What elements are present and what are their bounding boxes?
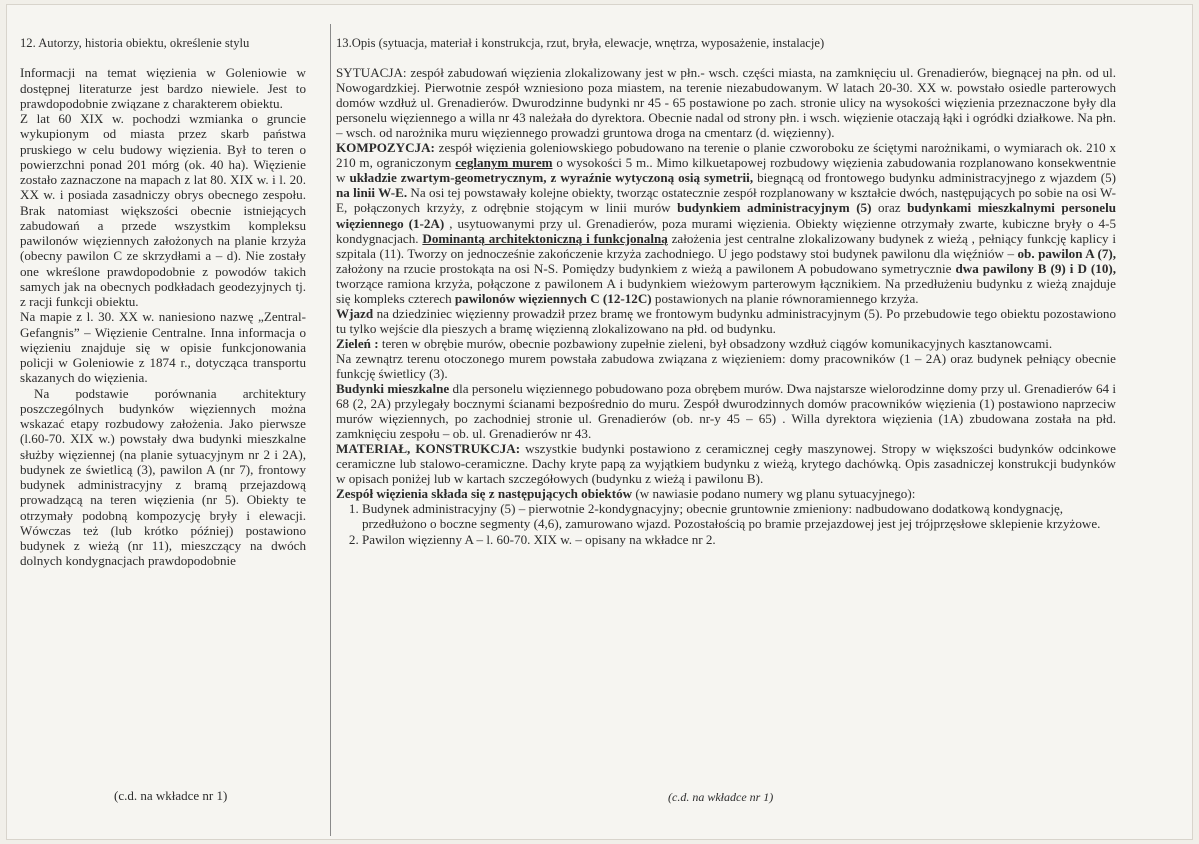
objects-list: [336, 501, 1116, 546]
budynki-paragraph: [336, 381, 1116, 441]
section-13-heading: 13.Opis (sytuacja, materiał i konstrukcja, rzut, bryła, elewacje, wnętrza, wyposażenie, instalacje): [336, 36, 825, 50]
zielen-text: teren w obrębie murów, obecnie pozbawiony zupełnie zieleni, był obsadzony wzdłuż ciągów komunikacyjnych kasztanowcami.: [378, 335, 1053, 351]
history-paragraph-3: Na mapie z l. 30. XX w. naniesiono nazwę „Zentral-Gefangnis” – Więzienie Centralne. Inna informacja o więzieniu znajduje się w opisie funkcjonowania policji w Goleniowie z 1874 r., dotycząca transportu skazanych do więzienia.: [20, 309, 306, 386]
kompozycja-emphasis: dwa pawilony B (9) i D (10),: [955, 260, 1117, 276]
list-item: 2. Pawilon więzienny A – l. 60-70. XIX w. – opisany na wkładce nr 2.: [362, 532, 1116, 547]
right-continued-note: (c.d. na wkładce nr 1): [668, 790, 774, 804]
wjazd-label: Wjazd: [336, 305, 374, 321]
budynki-text: dla personelu więziennego pobudowano poza obrębem murów. Dwa najstarsze wielorodzinne domy przy ul. Grenadierów 64 i 68 (2, 2A) przylegały bocznymi ścianami bezpośrednio do muru. Zespół dwurodzinnych domów pracowników więzienia (1) postawiono naprzeciw murów więziennych, po zachodniej stronie ul. Grenadierów (ob. nr-y 45 – 65) . Willa dyrektora więzienia (1A) zbudowana została na płd. zamknięciu zespołu – ob. ul. Grenadierów nr 43.: [336, 381, 1116, 442]
history-paragraph-2: Z lat 60 XIX w. pochodzi wzmianka o gruncie wykupionym od miasta przez skarb państwa pruskiego w celu budowy więzienia. Był to teren o powierzchni ponad 201 mórg (ok. 40 ha). Więzienie zostało zaznaczone na mapach z lat 80. XIX w. i l. 20. XX w. i posiada zasadniczy obrys obecnego zespołu. Brak natomiast większości obecnie istniejących zabudowań a przede wszystkim kompleksu pawilonów więziennych założonych na planie krzyża (obecny pawilon C ze skrzydłami a – d). Nie zostały one wkreślone prawdopodobnie z powodów takich samych jak na obecnych podkładach geodezyjnych tj. z racji funkcji obiektu.: [20, 111, 306, 309]
kompozycja-text: zespół więzienia goleniowskiego pobudowano na terenie o planie czworoboku ze ściętymi narożnikami, o wymiarach ok. 210 x 210 m, ograniczonym: [336, 140, 1116, 171]
kompozycja-text: oraz: [871, 200, 908, 216]
kompozycja-text: biegnącą od frontowego budynku administracyjnego z wjazdem (5): [753, 170, 1117, 186]
zespol-text: (w nawiasie podano numery wg planu sytuacyjnego):: [632, 486, 916, 502]
sytuacja-label: SYTUACJA:: [336, 65, 407, 81]
history-paragraph-4: Na podstawie porównania architektury poszczególnych budynków więziennych można wskazać etapy rozbudowy założenia. Jako pierwsze (l.60-70. XIX w.) powstały dwa budynki mieszkalne służby więziennej (na planie sytuacyjnym nr 2 i 2A), budynek ze świetlicą (3), pawilon A (nr 7), frontowy budynek administracyjny z bramą przejazdową prowadzącą na teren więzienia (nr 5). Obiekty te otrzymały podobną kompozycję bryły i elewacji. Wówczas też (lub krótko później) postawiono budynek z wieżą (nr 11), mieszczący na dwóch dolnych kondygnacjach prawdopodobnie: [20, 385, 306, 569]
kompozycja-emphasis: układzie zwartym-geometrycznym, z wyraźnie wytyczoną osią symetrii,: [349, 170, 754, 186]
zielen-paragraph: [336, 336, 1116, 351]
kompozycja-emphasis: budynkami mieszkalnymi personelu więziennego (1-2A): [336, 200, 1116, 231]
material-label: MATERIAŁ, KONSTRUKCJA:: [336, 441, 521, 457]
kompozycja-text: tworzące ramiona krzyża, połączone z pawilonem A i budynkiem wieżowym parterowym łącznikiem. Na przedłużeniu budynku z wieżą znajduje się kompleks czterech: [336, 275, 1116, 306]
section-12-heading: 12. Autorzy, historia obiektu, określenie stylu: [20, 36, 250, 50]
zespol-paragraph: [336, 486, 1116, 501]
kompozycja-text: Na osi tej powstawały kolejne obiekty, tworząc ostatecznie zespół rozplanowany w kształcie dwóch, następujących po sobie na osi W-E, połączonych krzyży, z odrębnie stojącym w linii murów: [336, 185, 1116, 216]
kompozycja-text: o wysokości 5 m.. Mimo kilkuetapowej rozbudowy więzienia zabudowania rozplanowano konsekwentnie w: [336, 155, 1116, 186]
material-paragraph: [336, 441, 1116, 486]
kompozycja-emphasis: ceglanym murem: [455, 155, 553, 171]
right-column: [336, 36, 1116, 547]
material-text: wszystkie budynki postawiono z ceramicznej cegły maszynowej. Stropy w większości budynków odcinkowe ceramiczne lub stalowo-ceramiczne. Dachy kryte papą za wyjątkiem budynku z wieżą, krytego dachówką. Opis zasadniczej konstrukcji budynków w opisach poniżej lub w kartach szczegółowych (budynku z wieżą i pawilonu B).: [336, 441, 1116, 487]
left-column: [20, 36, 306, 569]
wjazd-paragraph: [336, 306, 1116, 336]
sytuacja-paragraph: [336, 65, 1116, 140]
sytuacja-text: zespół zabudowań więzienia zlokalizowany jest w płn.- wsch. części miasta, na zamknięciu ul. Grenadierów, biegnącej na płn. od ul. Nowogardzkiej. Pierwotnie zespół wzniesiono poza miastem, na terenie niezabudowanym. W latach 20-30. XX w. powstało osiedle parterowych domów wzdłuż ul. Grenadierów. Dwurodzinne budynki nr 45 - 65 postawione po zach. stronie ulicy na wysokości więzienia przeznaczone były dla personelu więziennego a willa nr 43 należała do dyrektora. Obecnie nadal od strony płn. i wsch. więzienie otaczają łąki i ogródki działkowe. Na płn. – wsch. od narożnika muru więziennego prowadzi gruntowa droga na cmentarz (d. więzienny).: [336, 65, 1116, 141]
list-item: 1. Budynek administracyjny (5) – pierwotnie 2-kondygnacyjny; obecnie gruntownie zmieniony: nadbudowano dodatkową kondygnację, przedłużono o boczne segmenty (4,6), zamurowano wjazd. Pozostałością po bramie przejazdowej jest jej trójprzęsłowe sklepienie krzyżowe.: [362, 501, 1116, 531]
zielen-label: Zieleń :: [336, 335, 379, 351]
budynki-label: Budynki mieszkalne: [336, 381, 450, 397]
kompozycja-label: KOMPOZYCJA:: [336, 140, 435, 156]
history-paragraph-1: Informacji na temat więzienia w Goleniowie w dostępnej literaturze jest bardzo niewiele. Jest to prawdopodobnie związane z charakterem obiektu.: [20, 65, 306, 111]
kompozycja-text: , usytuowanymi przy ul. Grenadierów, poza murami więzienia. Obiekty więzienne otrzymały zwarte, kubiczne bryły o 4-5 kondygnacjach.: [336, 215, 1116, 246]
column-divider: [330, 24, 331, 836]
kompozycja-paragraph: [336, 140, 1116, 306]
kompozycja-emphasis: ob. pawilon A (7),: [1017, 245, 1116, 261]
kompozycja-emphasis: budynkiem administracyjnym (5): [677, 200, 872, 216]
kompozycja-text: postawionych na planie równoramiennego krzyża.: [651, 290, 919, 306]
kompozycja-text: założony na rzucie prostokąta na osi N-S. Pomiędzy budynkiem z wieżą a pawilonem A pobudowano symetrycznie: [336, 260, 956, 276]
zespol-label: Zespół więzienia składa się z następujących obiektów: [336, 486, 633, 502]
kompozycja-emphasis: na linii W-E.: [336, 185, 408, 201]
kompozycja-emphasis: Dominantą architektoniczną i funkcjonalną: [422, 230, 668, 246]
left-continued-note: (c.d. na wkładce nr 1): [114, 788, 228, 803]
zewnatrz-paragraph: Na zewnątrz terenu otoczonego murem powstała zabudowa związana z więzieniem: domy pracowników (1 – 2A) oraz budynek pełniący obecnie funkcję świetlicy (3).: [336, 350, 1116, 381]
kompozycja-emphasis: pawilonów więziennych C (12-12C): [454, 290, 652, 306]
kompozycja-text: założenia jest centralne zlokalizowany budynek z wieżą , pełniący funkcję kaplicy i szpitala (11). Tworzy on jednocześnie zakończenie krzyża zachodniego. U jego podstawy stoi budynek pawilonu dla więźniów –: [336, 230, 1116, 261]
wjazd-text: na dziedziniec więzienny prowadził przez bramę we frontowym budynku administracyjnym (5). Po przebudowie tego obiektu pozostawiono tu tylko wejście dla pieszych a bramę więzienną zlokalizowano na płd. od budynku.: [336, 305, 1116, 336]
